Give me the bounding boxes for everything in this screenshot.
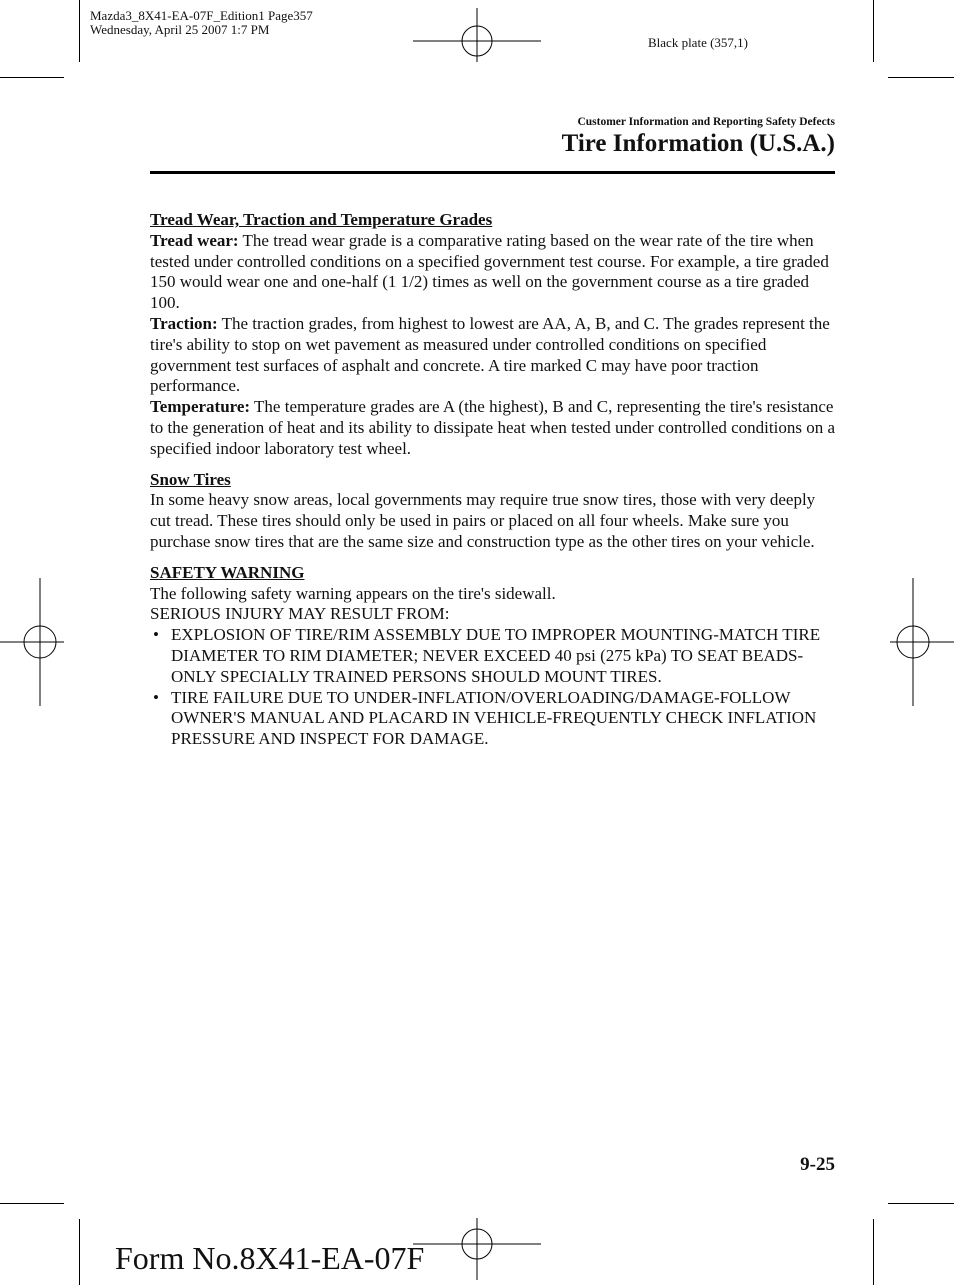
registration-mark-left bbox=[0, 578, 72, 706]
safety-section bbox=[150, 563, 838, 750]
tread-wear-term: Tread wear: bbox=[150, 230, 239, 250]
temperature-text: The temperature grades are A (the highest), B and C, representing the tire's resistance to the generation of heat and its ability to dissipate heat when tested under controlled conditions on a specified indoor laboratory test wheel. bbox=[150, 397, 836, 458]
safety-heading: SAFETY WARNING bbox=[150, 562, 305, 582]
tread-wear-paragraph bbox=[150, 231, 838, 314]
page-number: 9-25 bbox=[800, 1154, 835, 1175]
form-number: Form No.8X41-EA-07F bbox=[115, 1240, 425, 1276]
tread-wear-text: The tread wear grade is a comparative rating based on the wear rate of the tire when tested under controlled conditions on a specified government test course. For example, a tire graded 150 would wear one and one-half (1 1/2) times as well on the government course as a tire graded 100. bbox=[150, 230, 829, 313]
traction-term: Traction: bbox=[150, 313, 218, 333]
registration-mark-top bbox=[413, 0, 541, 64]
slug-line-2: Wednesday, April 25 2007 1:7 PM bbox=[90, 22, 270, 37]
snow-paragraph: In some heavy snow areas, local governments may require true snow tires, those with very deeply cut tread. These tires should only be used in pairs or placed on all four wheels. Make sure you purchase snow tires that are the same size and construction type as the other tires on your vehicle. bbox=[150, 490, 816, 551]
page-title: Tire Information (U.S.A.) bbox=[561, 130, 835, 157]
list-item: • EXPLOSION OF TIRE/RIM ASSEMBLY DUE TO IMPROPER MOUNTING-MATCH TIRE DIAMETER TO RIM DIAMETER; NEVER EXCEED 40 psi (275 kPa) TO SEAT BEADS-ONLY SPECIALLY TRAINED PERSONS SHOULD MOUNT TIRES. bbox=[150, 625, 838, 687]
safety-injury-line: SERIOUS INJURY MAY RESULT FROM: bbox=[150, 604, 450, 624]
registration-mark-right bbox=[884, 578, 954, 706]
main-content bbox=[150, 210, 838, 760]
tread-section bbox=[150, 210, 838, 460]
traction-paragraph bbox=[150, 314, 838, 397]
section-label: Customer Information and Reporting Safety Defects bbox=[577, 116, 835, 128]
safety-bullet-list bbox=[150, 625, 838, 750]
tread-heading: Tread Wear, Traction and Temperature Grades bbox=[150, 210, 493, 229]
slug-line-1: Mazda3_8X41-EA-07F_Edition1 Page357 bbox=[90, 8, 313, 23]
temperature-paragraph bbox=[150, 397, 838, 459]
list-item: • TIRE FAILURE DUE TO UNDER-INFLATION/OVERLOADING/DAMAGE-FOLLOW OWNER'S MANUAL AND PLACARD IN VEHICLE-FREQUENTLY CHECK INFLATION PRESSURE AND INSPECT FOR DAMAGE. bbox=[150, 688, 838, 750]
snow-section bbox=[150, 470, 838, 553]
traction-text: The traction grades, from highest to lowest are AA, A, B, and C. The grades represent the tire's ability to stop on wet pavement as measured under controlled conditions on specified government test surfaces of asphalt and concrete. A tire marked C may have poor traction performance. bbox=[150, 313, 830, 396]
registration-mark-bottom bbox=[413, 1218, 541, 1285]
snow-heading: Snow Tires bbox=[150, 469, 231, 489]
print-slug bbox=[90, 9, 313, 37]
temperature-term: Temperature: bbox=[150, 397, 251, 417]
plate-label: Black plate (357,1) bbox=[648, 35, 748, 50]
safety-intro: The following safety warning appears on the tire's sidewall. bbox=[150, 583, 556, 603]
header-rule bbox=[150, 171, 835, 174]
